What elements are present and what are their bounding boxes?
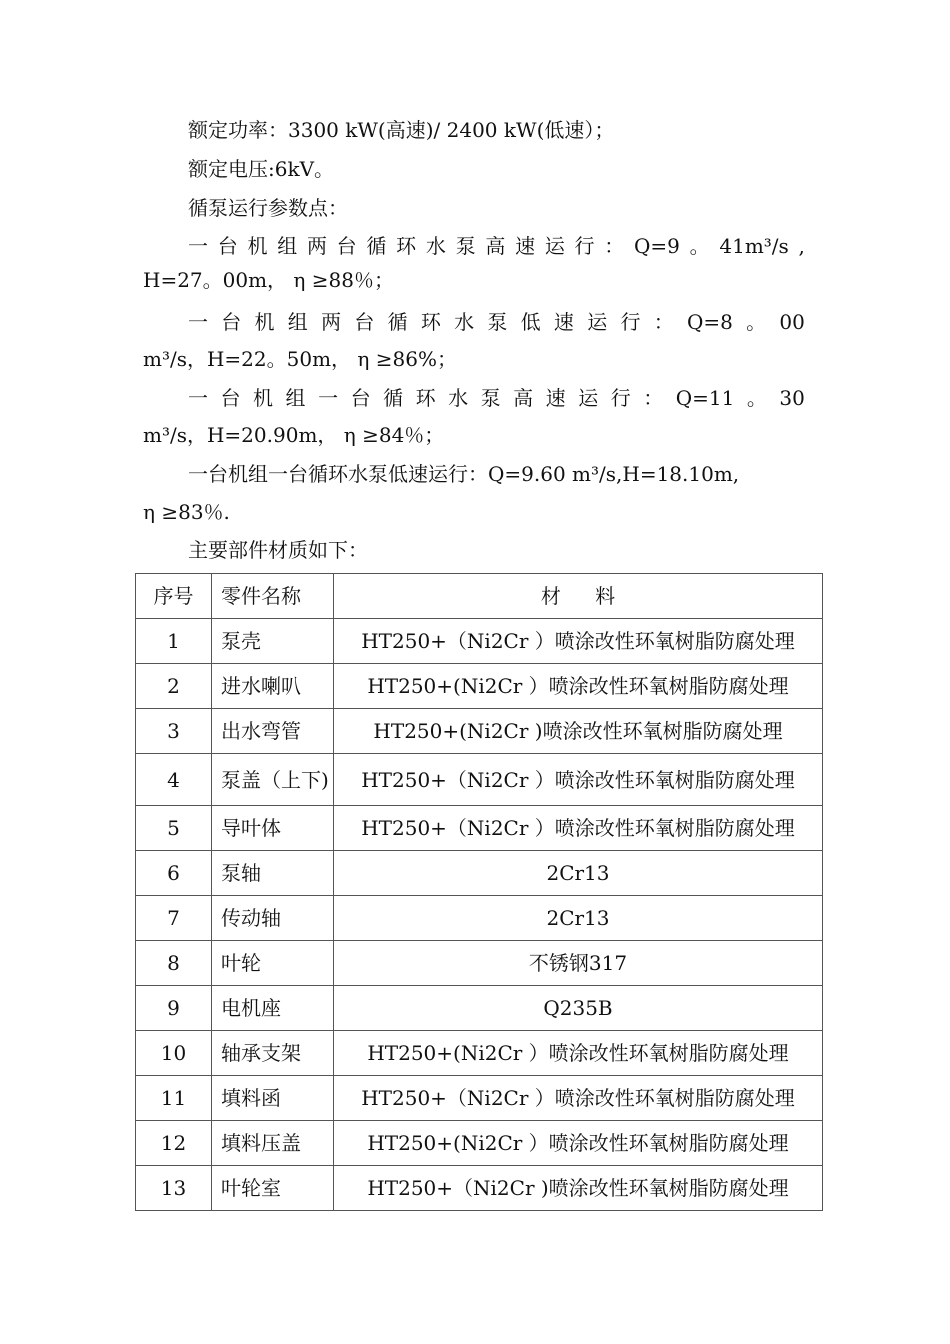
operating-point-token: 循 xyxy=(366,234,387,258)
operating-point-token: 泵 xyxy=(480,386,501,410)
part-material: 2Cr13 xyxy=(334,896,823,941)
part-material: Q235B xyxy=(334,986,823,1031)
operating-point-token: 行 xyxy=(574,234,595,258)
operating-point-token: ： xyxy=(604,234,625,258)
part-material: HT250+(Ni2Cr )喷涂改性环氧树脂防腐处理 xyxy=(334,709,823,754)
part-name: 泵盖（上下) xyxy=(212,754,334,806)
operating-point-token: 台 xyxy=(350,386,371,410)
params-title: 循泵运行参数点： xyxy=(188,196,348,220)
operating-point-1-line2: H=27。00m， η ≥88％； xyxy=(143,268,394,292)
table-row xyxy=(136,941,823,986)
operating-point-token: 台 xyxy=(354,310,375,334)
part-name: 叶轮室 xyxy=(212,1166,334,1211)
operating-point-2-line1 xyxy=(188,310,805,334)
operating-point-token: 水 xyxy=(448,386,469,410)
row-number: 6 xyxy=(136,851,212,896)
part-material: 不锈钢317 xyxy=(334,941,823,986)
row-number: 11 xyxy=(136,1076,212,1121)
row-number: 8 xyxy=(136,941,212,986)
operating-point-token: 一 xyxy=(188,310,208,334)
table-row xyxy=(136,896,823,941)
table-row xyxy=(136,1166,823,1211)
materials-intro: 主要部件材质如下： xyxy=(188,538,368,562)
row-number: 1 xyxy=(136,619,212,664)
operating-point-token: 两 xyxy=(306,234,327,258)
operating-point-3-line2: m³/s，H=20.90m， η ≥84％； xyxy=(143,423,445,447)
table-row xyxy=(136,664,823,709)
part-material: HT250+(Ni2Cr ）喷涂改性环氧树脂防腐处理 xyxy=(334,664,823,709)
part-material: HT250+（Ni2Cr ）喷涂改性环氧树脂防腐处理 xyxy=(334,806,823,851)
row-number: 5 xyxy=(136,806,212,851)
table-row xyxy=(136,1121,823,1166)
part-material: HT250+（Ni2Cr )喷涂改性环氧树脂防腐处理 xyxy=(334,1166,823,1211)
operating-point-token: 一 xyxy=(188,234,208,258)
table-row xyxy=(136,986,823,1031)
part-material: HT250+（Ni2Cr ）喷涂改性环氧树脂防腐处理 xyxy=(334,754,823,806)
table-row xyxy=(136,851,823,896)
operating-point-token: 环 xyxy=(415,386,436,410)
part-name: 出水弯管 xyxy=(212,709,334,754)
operating-point-token: 速 xyxy=(545,386,566,410)
operating-point-token: ： xyxy=(643,386,664,410)
part-name: 进水喇叭 xyxy=(212,664,334,709)
part-name: 填料函 xyxy=(212,1076,334,1121)
part-material: HT250+（Ni2Cr ）喷涂改性环氧树脂防腐处理 xyxy=(334,619,823,664)
operating-point-token: 泵 xyxy=(455,234,476,258)
rated-power-line: 额定功率：3300 kW(高速)/ 2400 kW(低速）； xyxy=(188,118,615,142)
row-number: 10 xyxy=(136,1031,212,1076)
operating-point-3-line1 xyxy=(188,386,805,410)
operating-point-token: 。 xyxy=(746,310,767,334)
operating-point-token: Q=9 xyxy=(634,234,680,258)
operating-point-token: 组 xyxy=(285,386,306,410)
operating-point-token: 运 xyxy=(578,386,599,410)
part-material: HT250+(Ni2Cr ）喷涂改性环氧树脂防腐处理 xyxy=(334,1031,823,1076)
rated-voltage-line: 额定电压:6kV。 xyxy=(188,157,335,181)
operating-point-token: 台 xyxy=(336,234,357,258)
part-name: 轴承支架 xyxy=(212,1031,334,1076)
operating-point-token: Q=8 xyxy=(686,310,733,334)
operating-point-token: 循 xyxy=(383,386,404,410)
header-no: 序号 xyxy=(136,574,212,619)
part-name: 泵轴 xyxy=(212,851,334,896)
row-number: 4 xyxy=(136,754,212,806)
operating-point-token: 。 xyxy=(689,234,710,258)
part-name: 电机座 xyxy=(212,986,334,1031)
operating-point-token: 高 xyxy=(513,386,534,410)
operating-point-token: 行 xyxy=(610,386,631,410)
operating-point-token: 41m³/s xyxy=(719,234,789,258)
operating-point-token: 行 xyxy=(620,310,641,334)
table-header-row xyxy=(136,574,823,619)
operating-point-token: 水 xyxy=(425,234,446,258)
operating-point-token: 。 xyxy=(746,386,767,410)
part-material: HT250+（Ni2Cr ）喷涂改性环氧树脂防腐处理 xyxy=(334,1076,823,1121)
operating-point-token: 速 xyxy=(515,234,536,258)
operating-point-token: 泵 xyxy=(487,310,508,334)
operating-point-token: 组 xyxy=(277,234,298,258)
part-name: 泵壳 xyxy=(212,619,334,664)
operating-point-2-line2: m³/s，H=22。50m， η ≥86%； xyxy=(143,347,457,371)
operating-point-token: 机 xyxy=(253,386,274,410)
operating-point-token: 运 xyxy=(587,310,608,334)
operating-point-token: 一 xyxy=(188,386,208,410)
operating-point-token: 台 xyxy=(221,310,242,334)
row-number: 7 xyxy=(136,896,212,941)
operating-point-token: 组 xyxy=(287,310,308,334)
header-part-name: 零件名称 xyxy=(212,574,334,619)
operating-point-4-line1: 一台机组一台循环水泵低速运行：Q=9.60 m³/s,H=18.10m, xyxy=(188,462,740,486)
operating-point-token: 30 xyxy=(779,386,805,410)
part-material: HT250+(Ni2Cr ）喷涂改性环氧树脂防腐处理 xyxy=(334,1121,823,1166)
table-row xyxy=(136,1031,823,1076)
row-number: 13 xyxy=(136,1166,212,1211)
operating-point-token: 00 xyxy=(779,310,805,334)
table-row xyxy=(136,619,823,664)
operating-point-token: , xyxy=(798,234,805,258)
operating-point-4-line2: η ≥83％. xyxy=(143,500,230,524)
operating-point-token: 两 xyxy=(321,310,342,334)
operating-point-token: 一 xyxy=(318,386,339,410)
operating-point-token: 水 xyxy=(454,310,475,334)
table-row xyxy=(136,754,823,806)
operating-point-token: ： xyxy=(653,310,674,334)
table-row xyxy=(136,1076,823,1121)
row-number: 9 xyxy=(136,986,212,1031)
part-name: 传动轴 xyxy=(212,896,334,941)
operating-point-token: 低 xyxy=(520,310,541,334)
operating-point-token: 台 xyxy=(217,234,238,258)
operating-point-token: 机 xyxy=(247,234,268,258)
operating-point-token: 运 xyxy=(544,234,565,258)
operating-point-token: 台 xyxy=(220,386,241,410)
materials-table xyxy=(135,573,823,1211)
row-number: 3 xyxy=(136,709,212,754)
operating-point-token: 速 xyxy=(553,310,574,334)
operating-point-token: 环 xyxy=(420,310,441,334)
part-name: 导叶体 xyxy=(212,806,334,851)
table-row xyxy=(136,709,823,754)
header-material: 材 料 xyxy=(334,574,823,619)
operating-point-token: 机 xyxy=(254,310,275,334)
row-number: 2 xyxy=(136,664,212,709)
part-material: 2Cr13 xyxy=(334,851,823,896)
part-name: 叶轮 xyxy=(212,941,334,986)
row-number: 12 xyxy=(136,1121,212,1166)
operating-point-token: Q=11 xyxy=(675,386,735,410)
operating-point-token: 高 xyxy=(485,234,506,258)
operating-point-token: 循 xyxy=(387,310,408,334)
part-name: 填料压盖 xyxy=(212,1121,334,1166)
table-row xyxy=(136,806,823,851)
operating-point-1-line1 xyxy=(188,234,805,258)
operating-point-token: 环 xyxy=(396,234,417,258)
